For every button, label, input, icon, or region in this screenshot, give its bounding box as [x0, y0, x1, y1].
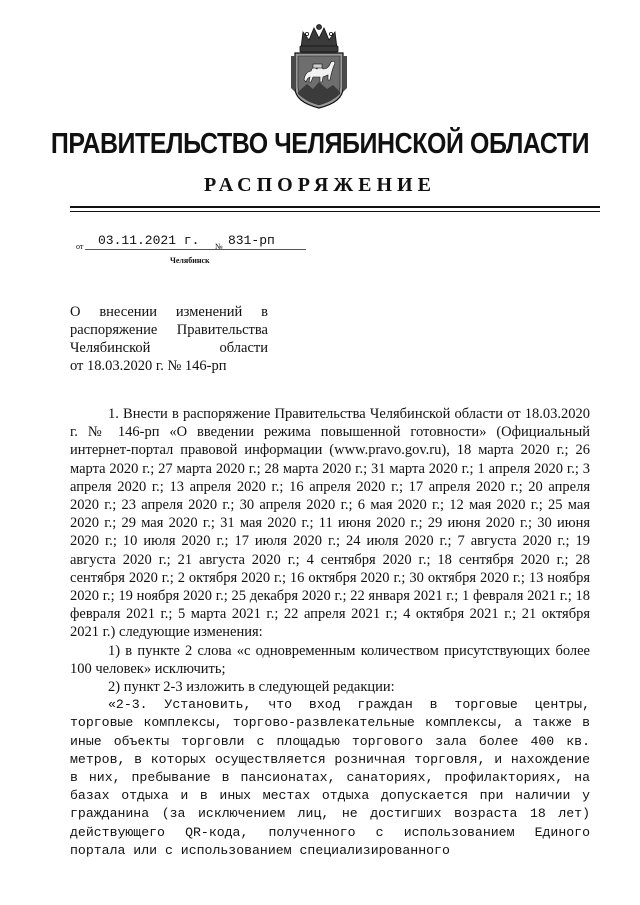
document-number: 831-рп: [228, 233, 275, 248]
city-name: Челябинск: [170, 256, 210, 265]
item-2: 2) пункт 2-3 изложить в следующей редакции:: [108, 679, 395, 696]
date-underline: [85, 249, 306, 250]
item-1: 1) в пункте 2 слова «с одновременным количеством присутствующих более 100 человек» исключить;: [70, 642, 590, 677]
paragraph-1: 1. Внести в распоряжение Правительства Челябинской области от 18.03.2020 г. № 146-рп «О введении режима повышенной готовности» (Официальный интернет-портал правовой информации (www.pravo.gov.ru), 18 марта 2020 г.; 26 марта 2020 г.; 27 марта 2020 г.; 28 марта 2020 г.; 31 марта 2020 г.; 1 апреля 2020 г.; 3 апреля 2020 г.; 13 апреля 2020 г.; 16 апреля 2020 г.; 17 апреля 2020 г.; 20 апреля 2020 г.; 23 апреля 2020 г.; 30 апреля 2020 г.; 6 мая 2020 г.; 12 мая 2020 г.; 25 мая 2020 г.; 29 мая 2020 г.; 31 мая 2020 г.; 11 июня 2020 г.; 29 июня 2020 г.; 30 июня 2020 г.; 10 июля 2020 г.; 17 июля 2020 г.; 24 июля 2020 г.; 7 августа 2020 г.; 19 августа 2020 г.; 21 августа 2020 г.; 4 сентября 2020 г.; 18 сентября 2020 г.; 28 сентября 2020 г.; 2 октября 2020 г.; 16 октября 2020 г.; 30 октября 2020 г.; 13 ноября 2020 г.; 19 ноября 2020 г.; 25 декабря 2020 г.; 22 января 2021 г.; 1 февраля 2021 г.; 18 февраля 2021 г.; 5 марта 2021 г.; 22 апреля 2021 г.; 4 октября 2021 г.; 21 октября 2021 г.) следующие изменения:: [70, 406, 590, 641]
quote-2-3: «2-3. Установить, что вход граждан в торговые центры, торговые комплексы, торгово-развлекательные комплексы, а также в иные объекты торговли с площадью торгового зала более 400 кв. метров, в которых осуществляется розничная торговля, и нахождение в них, пребывание в пансионатах, санаториях, профилакториях, на базах отдыха и в иных местах отдыха допускается при наличии у гражданина (за исключением лиц, не достигших возраста 18 лет) действующего QR-кода, полученного с использованием Единого портала или с использованием специализированного: [70, 697, 590, 858]
document-type: РАСПОРЯЖЕНИЕ: [204, 174, 436, 196]
government-title: ПРАВИТЕЛЬСТВО ЧЕЛЯБИНСКОЙ ОБЛАСТИ: [50, 128, 590, 160]
document-body: [70, 405, 590, 860]
date-number-line: [76, 233, 306, 257]
document-subject: [70, 303, 268, 375]
subject-line: О внесении изменений в: [70, 304, 268, 320]
coat-of-arms-icon: [287, 22, 351, 110]
date-prefix: от: [76, 242, 84, 251]
subject-line: распоряжение Правительства: [70, 322, 268, 338]
header-rule-thin: [70, 211, 600, 212]
subject-line: Челябинской области: [70, 340, 268, 356]
subject-line: от 18.03.2020 г. № 146-рп: [70, 358, 227, 374]
number-prefix: №: [215, 242, 223, 251]
document-date: 03.11.2021 г.: [98, 233, 200, 248]
header-rule-thick: [70, 206, 600, 208]
